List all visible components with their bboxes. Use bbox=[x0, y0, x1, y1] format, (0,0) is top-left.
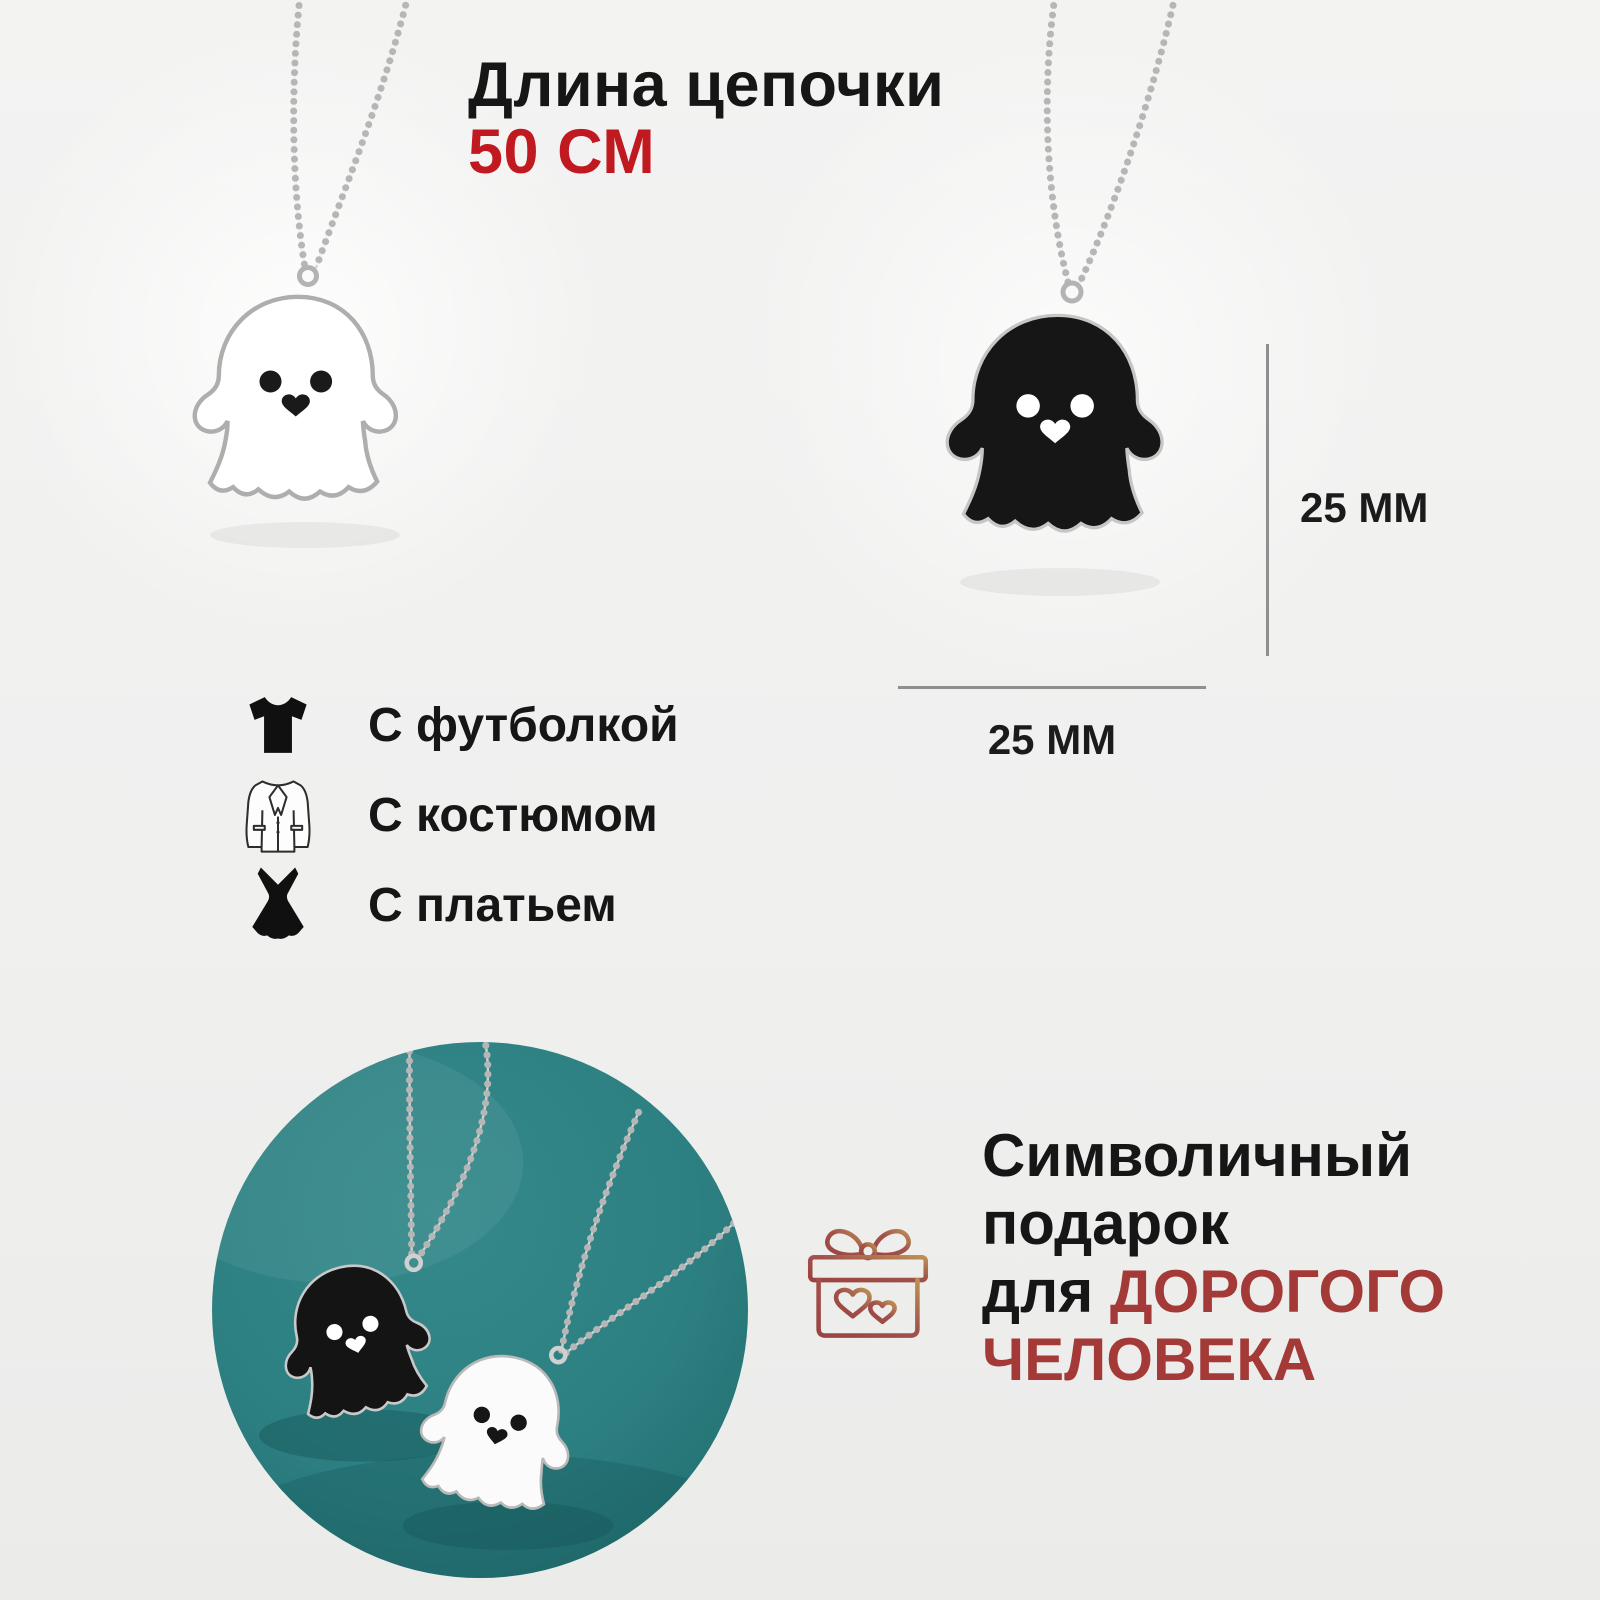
feature-label: С футболкой bbox=[368, 698, 679, 752]
pendants-photo bbox=[212, 1042, 748, 1578]
ghost-shadow bbox=[403, 1502, 614, 1550]
feature-row bbox=[234, 680, 679, 770]
pendant-bail bbox=[1063, 283, 1081, 301]
gift-text-prefix: для bbox=[982, 1258, 1110, 1325]
pendant-shadow bbox=[210, 522, 400, 548]
black-ghost-necklace-photo bbox=[880, 0, 1300, 620]
gift-box-hearts-icon bbox=[792, 1198, 944, 1350]
compatibility-list bbox=[234, 680, 679, 950]
suit-icon bbox=[234, 771, 322, 859]
black-ghost-pendant bbox=[947, 315, 1162, 531]
feature-label: С платьем bbox=[368, 878, 617, 932]
gift-text-line: ЧЕЛОВЕКА bbox=[982, 1326, 1317, 1393]
gift-text-line bbox=[982, 1258, 1445, 1326]
feature-label: С костюмом bbox=[368, 788, 658, 842]
width-dimension-line bbox=[898, 686, 1206, 689]
silver-chain bbox=[1047, 0, 1175, 282]
chain-length-title: Длина цепочки bbox=[468, 50, 945, 120]
gift-text-line: подарок bbox=[982, 1190, 1229, 1257]
height-dimension-line bbox=[1266, 344, 1269, 656]
tshirt-icon bbox=[234, 681, 322, 769]
pendant-shadow bbox=[960, 568, 1160, 596]
gift-text bbox=[982, 1122, 1445, 1394]
gift-text-accent: ДОРОГОГО bbox=[1109, 1258, 1445, 1325]
gift-text-line: Символичный bbox=[982, 1122, 1413, 1189]
pendant-height-label: 25 ММ bbox=[1300, 484, 1429, 531]
chain-length-block bbox=[468, 52, 944, 186]
pendant-bail bbox=[300, 268, 317, 285]
white-ghost-pendant bbox=[195, 297, 396, 499]
feature-row bbox=[234, 860, 679, 950]
white-ghost-necklace-photo bbox=[150, 0, 450, 560]
feature-row bbox=[234, 770, 679, 860]
chain-length-value: 50 СМ bbox=[468, 117, 656, 187]
dress-icon bbox=[234, 861, 322, 949]
pendant-width-label: 25 ММ bbox=[987, 716, 1117, 763]
silver-chain bbox=[294, 0, 408, 268]
